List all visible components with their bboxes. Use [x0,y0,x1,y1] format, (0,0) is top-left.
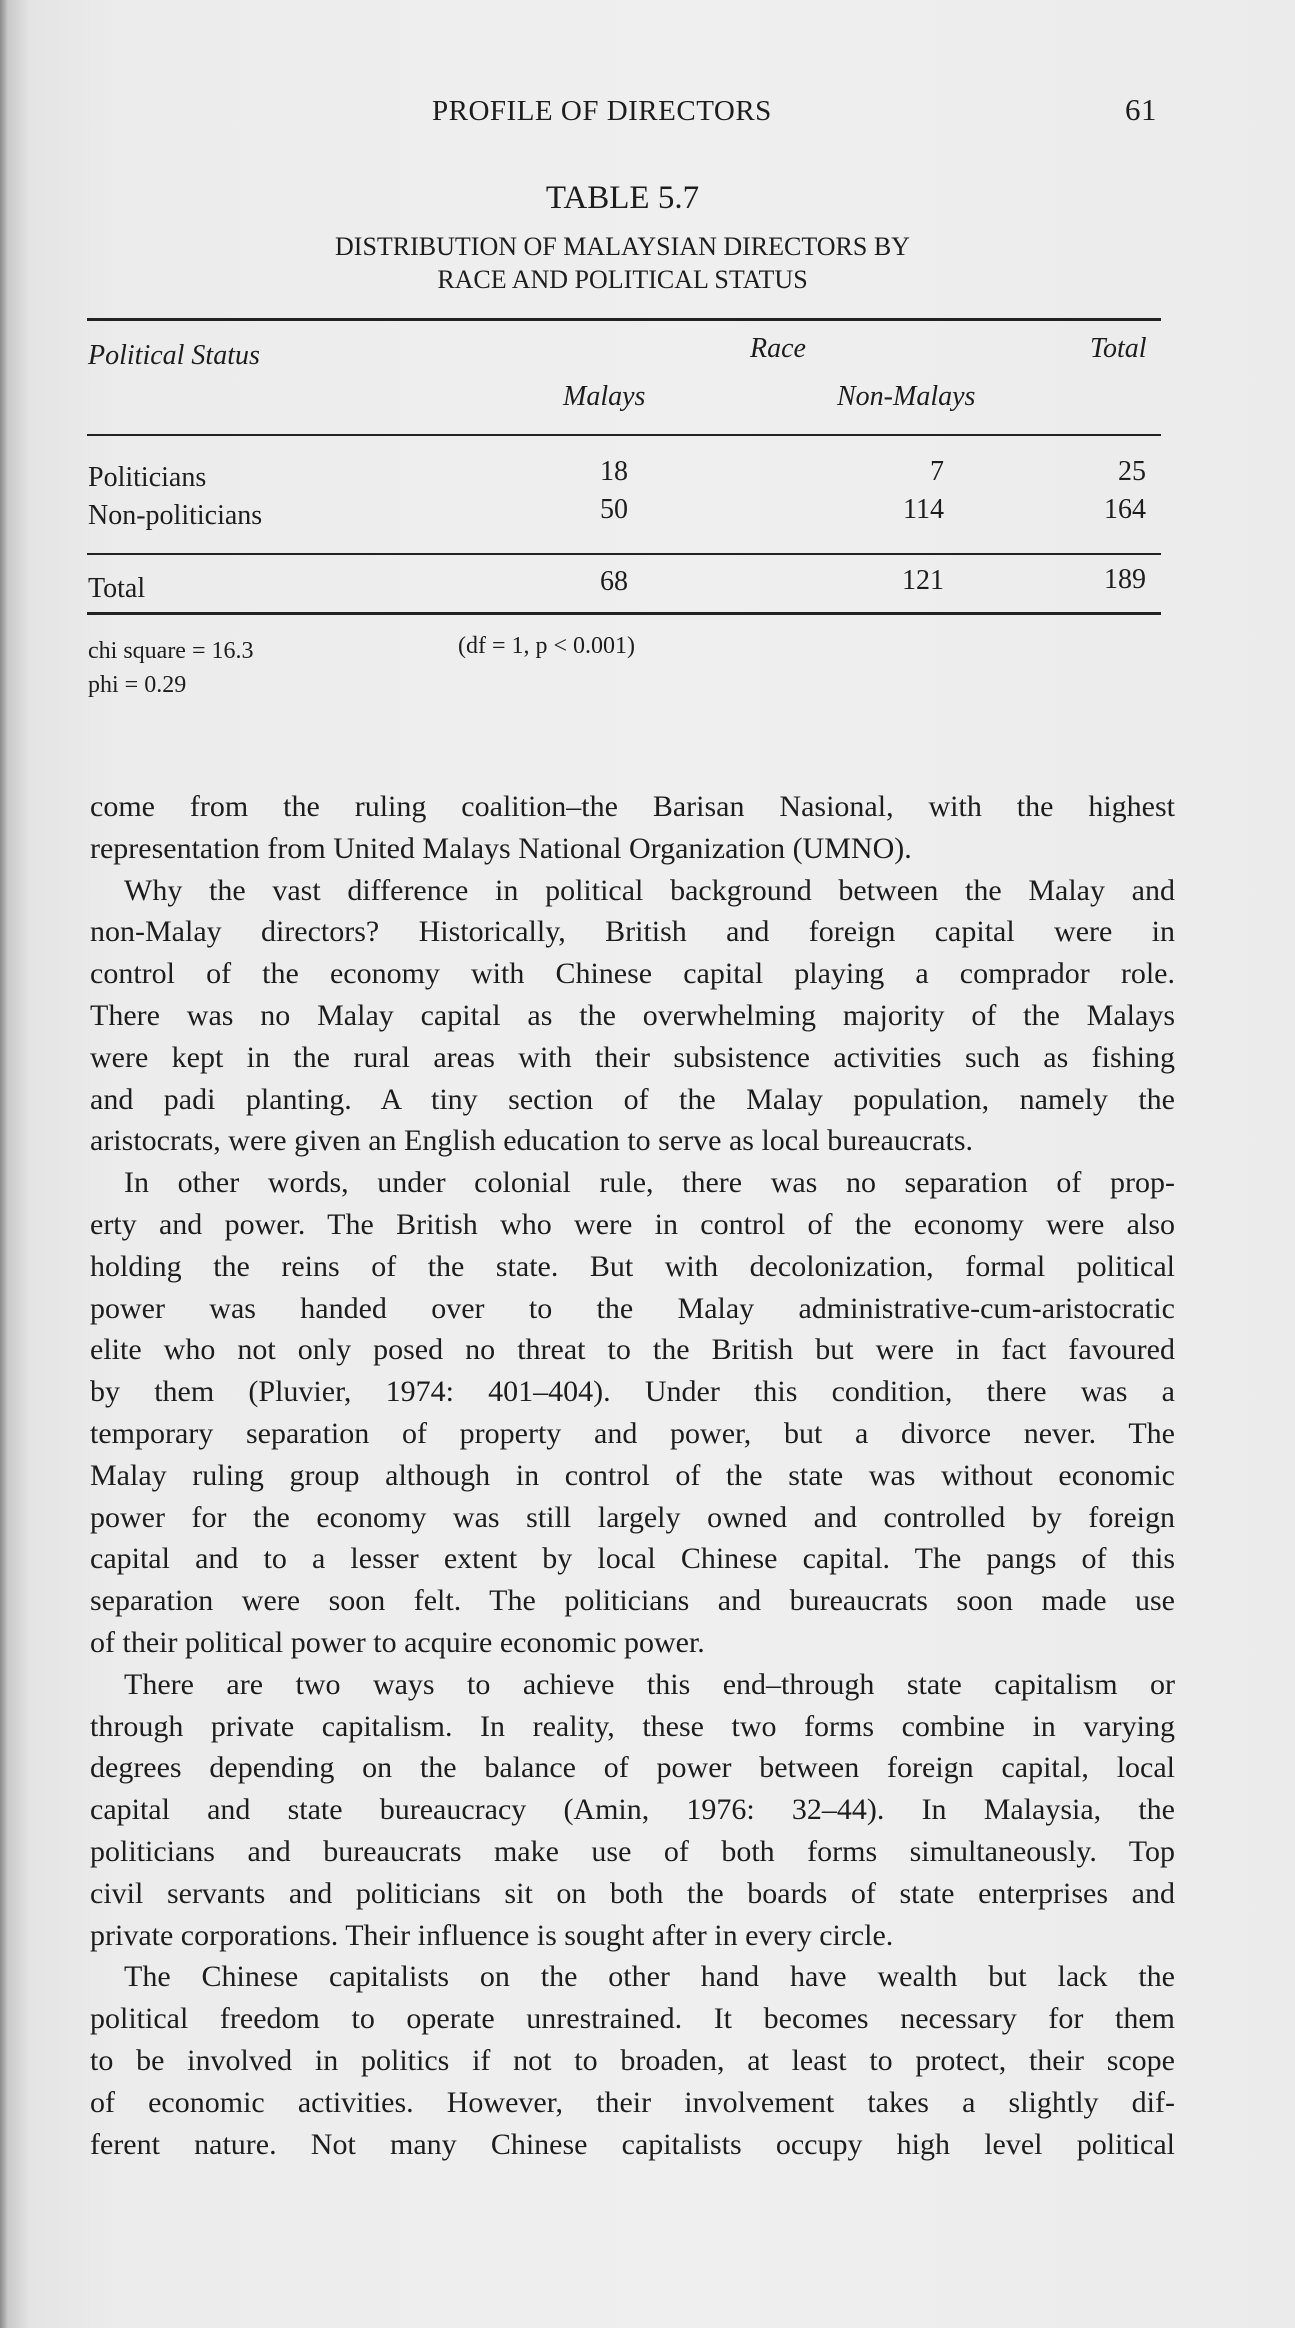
cell-total: 189 [1104,564,1146,595]
body-line: control of the economy with Chinese capital playing a comprador role. [90,957,1175,991]
body-line: In other words, under colonial rule, there was no separation of prop- [124,1166,1175,1200]
body-line: political freedom to operate unrestrained. It becomes necessary for them [90,2002,1175,2036]
body-line: holding the reins of the state. But with decolonization, formal political [90,1249,1175,1283]
header-malays: Malays [563,381,646,412]
header-race: Race [750,333,806,364]
body-text [90,786,1175,2165]
row-label: Total [88,573,146,604]
body-line: private corporations. Their influence is sought after in every circle. [90,1918,894,1952]
body-line: Malay ruling group although in control of the state was without economic [90,1458,1175,1492]
header-total: Total [1090,333,1147,364]
chi-square-note: chi square = 16.3 [88,638,254,664]
body-line: power was handed over to the Malay administrative-cum-aristocratic [90,1291,1175,1325]
body-line: The Chinese capitalists on the other hand have wealth but lack the [124,1960,1175,1994]
body-line: ferent nature. Not many Chinese capitalists occupy high level political [90,2127,1175,2161]
body-line: non-Malay directors? Historically, British and foreign capital were in [90,915,1175,949]
body-line: temporary separation of property and power, but a divorce never. The [90,1416,1175,1450]
body-line: and padi planting. A tiny section of the Malay population, namely the [90,1082,1175,1116]
header-rule [87,434,1161,436]
body-line: through private capitalism. In reality, these two forms combine in varying [90,1709,1175,1743]
body-line: representation from United Malays National Organization (UMNO). [90,831,912,865]
table-bottom-rule [87,612,1161,615]
body-line: of economic activities. However, their involvement takes a slightly dif- [90,2085,1175,2119]
body-line: elite who not only posed no threat to the British but were in fact favoured [90,1333,1175,1367]
body-line: aristocrats, were given an English education to serve as local bureaucrats. [90,1124,973,1158]
running-header: PROFILE OF DIRECTORS [432,95,772,127]
cell-malays: 18 [600,456,628,487]
row-label: Non-politicians [88,500,263,531]
body-line: politicians and bureaucrats make use of both forms simultaneously. Top [90,1834,1175,1868]
table-title-line1: DISTRIBUTION OF MALAYSIAN DIRECTORS BY [335,232,910,261]
body-line: degrees depending on the balance of power between foreign capital, local [90,1751,1175,1785]
body-line: separation were soon felt. The politicians and bureaucrats soon made use [90,1584,1175,1618]
body-line: power for the economy was still largely owned and controlled by foreign [90,1500,1175,1534]
table-number: TABLE 5.7 [545,180,700,216]
body-line: of their political power to acquire economic power. [90,1625,705,1659]
cell-malays: 68 [600,566,628,597]
body-line: capital and to a lesser extent by local Chinese capital. The pangs of this [90,1542,1175,1576]
body-line: to be involved in politics if not to broaden, at least to protect, their scope [90,2043,1175,2077]
cell-non-malays: 7 [930,456,944,487]
page-number: 61 [1125,92,1157,127]
body-line: were kept in the rural areas with their subsistence activities such as fishing [90,1040,1175,1074]
body-line: There are two ways to achieve this end–through state capitalism or [124,1667,1175,1701]
cell-malays: 50 [600,494,628,525]
body-line: come from the ruling coalition–the Barisan Nasional, with the highest [90,790,1175,823]
total-rule [87,553,1161,555]
df-note: (df = 1, p < 0.001) [458,633,636,659]
row-label: Politicians [88,462,207,493]
body-line: by them (Pluvier, 1974: 401–404). Under this condition, there was a [90,1375,1175,1409]
cell-non-malays: 114 [903,494,944,525]
header-non-malays: Non-Malays [837,381,976,412]
cell-total: 164 [1104,494,1146,525]
header-political-status: Political Status [88,340,260,371]
body-line: capital and state bureaucracy (Amin, 1976: 32–44). In Malaysia, the [90,1793,1175,1827]
cell-non-malays: 121 [902,565,944,596]
body-line: There was no Malay capital as the overwhelming majority of the Malays [90,998,1175,1032]
phi-note: phi = 0.29 [88,672,187,698]
body-line: Why the vast difference in political background between the Malay and [124,873,1175,907]
cell-total: 25 [1118,456,1146,487]
body-line: erty and power. The British who were in control of the economy were also [90,1207,1175,1241]
table-top-rule [87,318,1161,321]
table-title-line2: RACE AND POLITICAL STATUS [437,265,808,294]
body-line: civil servants and politicians sit on both the boards of state enterprises and [90,1876,1175,1910]
